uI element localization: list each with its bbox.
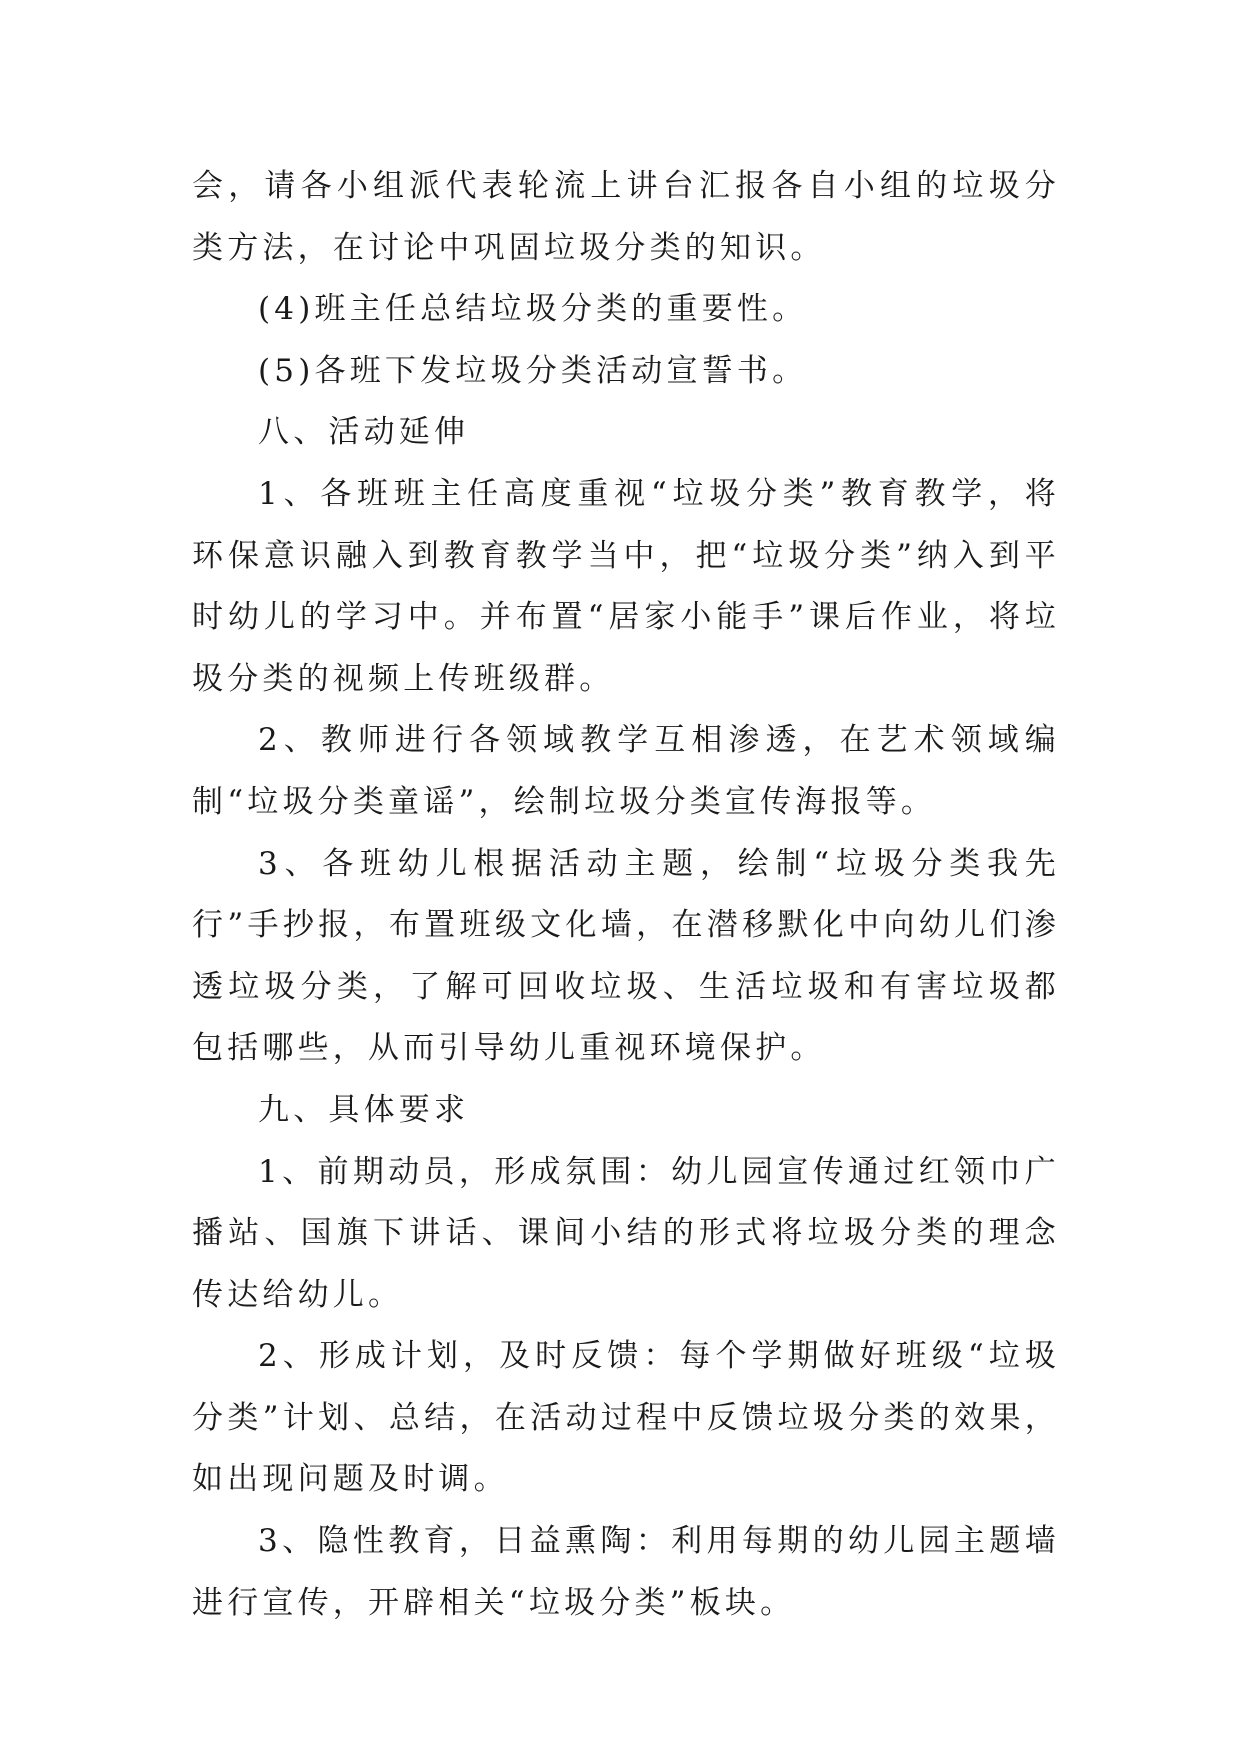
paragraph-item-4: (4)班主任总结垃圾分类的重要性。 [258, 291, 808, 328]
paragraph-requirement-1: 1、前期动员，形成氛围：幼儿园宣传通过红领巾广播站、国旗下讲话、课间小结的形式将垃圾分类的理念传达给幼儿。 [192, 1153, 1060, 1313]
document-body [192, 156, 1060, 1634]
paragraph-extension-3: 3、各班幼儿根据活动主题，绘制“垃圾分类我先行”手抄报，布置班级文化墙，在潜移默化中向幼儿们渗透垃圾分类，了解可回收垃圾、生活垃圾和有害垃圾都包括哪些，从而引导幼儿重视环境保护。 [192, 845, 1060, 1067]
paragraph-continuation: 会，请各小组派代表轮流上讲台汇报各自小组的垃圾分类方法，在讨论中巩固垃圾分类的知识。 [192, 168, 1060, 266]
section-heading-extension: 八、活动延伸 [258, 414, 470, 451]
paragraph-item-5: (5)各班下发垃圾分类活动宣誓书。 [258, 352, 808, 389]
section-heading-requirements: 九、具体要求 [258, 1091, 470, 1128]
paragraph-requirement-3: 3、隐性教育，日益熏陶：利用每期的幼儿园主题墙进行宣传，开辟相关“垃圾分类”板块。 [192, 1523, 1060, 1621]
paragraph-extension-1: 1、各班班主任高度重视“垃圾分类”教育教学，将环保意识融入到教育教学当中，把“垃圾分类”纳入到平时幼儿的学习中。并布置“居家小能手”课后作业，将垃圾分类的视频上传班级群。 [192, 475, 1060, 697]
paragraph-extension-2: 2、教师进行各领域教学互相渗透，在艺术领域编制“垃圾分类童谣”，绘制垃圾分类宣传海报等。 [192, 722, 1060, 820]
paragraph-requirement-2: 2、形成计划，及时反馈：每个学期做好班级“垃圾分类”计划、总结，在活动过程中反馈垃圾分类的效果，如出现问题及时调。 [192, 1338, 1060, 1498]
